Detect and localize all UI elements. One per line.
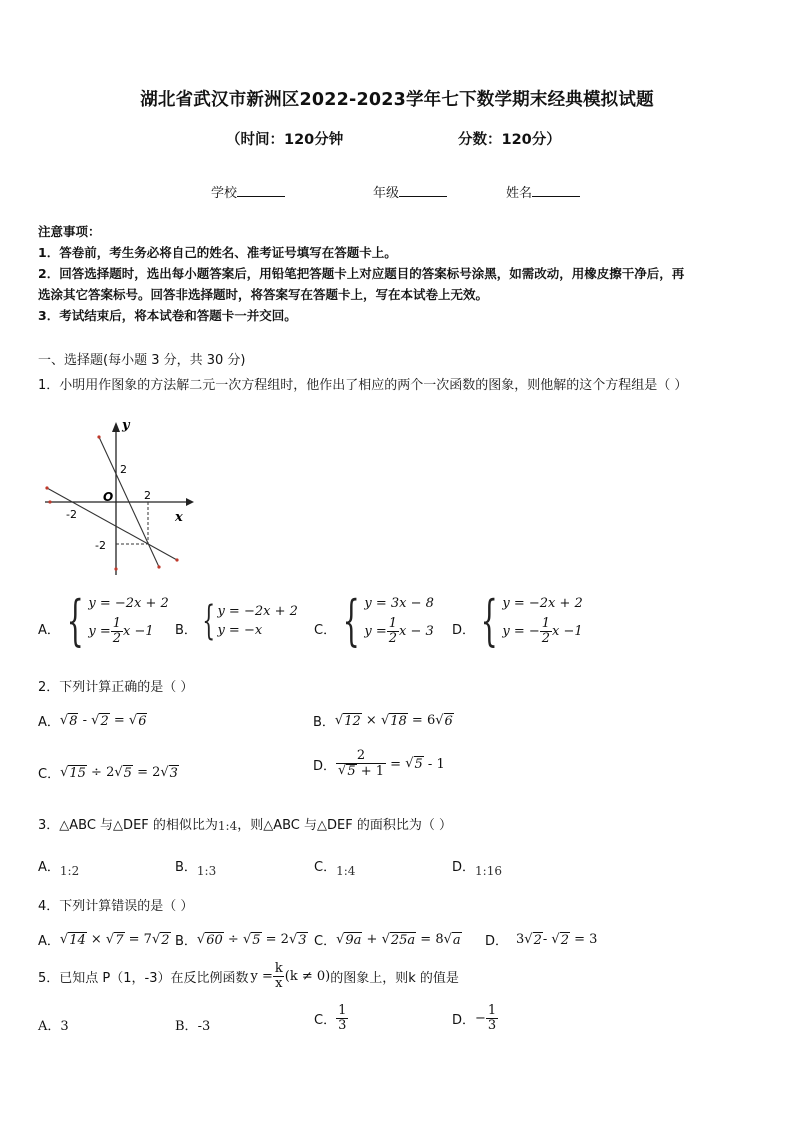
endpoint-dot [157, 565, 160, 568]
sqrt: √ 2 [91, 712, 109, 729]
option-d-system [472, 589, 583, 652]
option-a: A．3 [38, 1019, 69, 1034]
grade-field [373, 182, 447, 201]
equation: y = −2x + 2 [217, 604, 298, 619]
score-label: 分数：120分） [458, 132, 561, 148]
note-item: 2．回答选择题时，选出每小题答案后，用铅笔把答题卡上对应题目的答案标号涂黑，如需改动，用橡皮擦干净后，再 [38, 266, 685, 281]
grade-blank [399, 183, 447, 197]
sqrt: √ 8 [59, 712, 78, 729]
equation: y = − $\frac{1}{2}$ x −1 [502, 616, 583, 646]
option-c-system [334, 589, 434, 652]
origin-label: O [103, 490, 114, 504]
equation: y = $\frac{1}{2}$ x −1 [88, 616, 154, 646]
option-label: D． [313, 758, 337, 774]
question-2-text: 2．下列计算正确的是（ ） [38, 680, 194, 695]
endpoint-dot [114, 567, 117, 570]
equation: y = $\frac{1}{2}$ x − 3 [364, 616, 434, 646]
question-1-graph [40, 410, 200, 580]
option-a: A． √ 14 × √ 7 = 7 √ 2 [38, 931, 170, 949]
note-item: 选涂其它答案标号。回答非选择题时，将答案写在答题卡上，写在本试卷上无效。 [38, 287, 489, 302]
school-field [211, 182, 285, 201]
option-label: A． [38, 623, 60, 638]
option-label: B． [313, 715, 335, 730]
brace: { [342, 589, 360, 652]
note-item: 3．考试结束后，将本试卷和答题卡一并交回。 [38, 308, 297, 323]
sqrt: √ 5 [114, 764, 132, 781]
option-d: D． − $\frac{1}{3}$ [452, 1003, 497, 1033]
option-a: A． √ 8 - √ 2 = √ 6 [38, 712, 147, 730]
option-label: D． [452, 623, 476, 638]
tick-label-xm2: -2 [66, 508, 77, 521]
option-b: B．1:3 [175, 860, 217, 878]
endpoint-dot [48, 500, 51, 503]
note-item: 1．答卷前，考生务必将自己的姓名、准考证号填写在答题卡上。 [38, 245, 397, 260]
option-label: C． [38, 767, 61, 782]
name-field [506, 182, 580, 201]
tick-label-ym2: -2 [95, 539, 106, 552]
sqrt: √ 18 [380, 712, 407, 729]
question-1-text: 1．小明用作图象的方法解二元一次方程组时，他作出了相应的两个一次函数的图象，则他解的这个方程组是（ ） [38, 378, 688, 393]
section-heading: 一、选择题(每小题 3 分，共 30 分) [38, 353, 246, 368]
option-label: C． [314, 623, 337, 638]
equation: y = −2x + 2 [502, 596, 583, 611]
option-c: C． √ 15 ÷ 2 √ 5 = 2 √ 3 [38, 764, 178, 782]
fraction: 2 √ 5 + 1 [338, 748, 385, 779]
grade-label: 年级 [373, 186, 400, 201]
tick-label-x2: 2 [144, 489, 151, 502]
option-d: D．1:16 [452, 860, 502, 878]
time-label: （时间：120分钟 [226, 132, 344, 148]
option-d: D． 2 √ 5 + 1 = √ 5 - 1 [313, 748, 445, 779]
question-4-text: 4．下列计算错误的是（ ） [38, 899, 194, 914]
option-c: C．1:4 [314, 860, 356, 878]
notes-heading: 注意事项： [38, 224, 101, 239]
endpoint-dot [175, 558, 178, 561]
equation: y = −2x + 2 [88, 596, 169, 611]
sqrt: √ 12 [334, 712, 361, 729]
y-axis-label: y [122, 418, 130, 433]
sqrt: √ 6 [435, 712, 453, 729]
option-b: B． √ 12 × √ 18 = 6 √ 6 [313, 712, 453, 730]
school-label: 学校 [211, 186, 238, 201]
option-b-system [196, 598, 298, 644]
sqrt: √ 5 [405, 756, 423, 772]
option-b: B． √ 60 ÷ √ 5 = 2 √ 3 [175, 931, 307, 949]
x-axis-label: x [175, 510, 183, 525]
endpoint-dot [97, 435, 100, 438]
sqrt: √ 15 [60, 764, 86, 781]
name-blank [532, 183, 580, 197]
option-b: B．-3 [175, 1019, 211, 1034]
sqrt: √ 3 [160, 764, 178, 781]
question-3-text: 3．△ABC 与△DEF 的相似比为 1:4 ，则△ABC 与△DEF 的面积比为（ ） [38, 818, 452, 833]
brace: { [202, 598, 216, 644]
tick-label-y2: 2 [120, 463, 127, 476]
option-a: A．1:2 [38, 860, 80, 878]
brace: { [66, 589, 84, 652]
equation: y = 3x − 8 [364, 596, 434, 611]
brace: { [480, 589, 498, 652]
question-5-text: 5．已知点 P（1，-3）在反比例函数 y = $\frac{k}{x}$ (k ≠ 0) 的图象上，则k 的值是 [38, 961, 459, 991]
y-axis-arrow [112, 422, 120, 432]
option-c: C． √ 9a + √ 25a = 8 √ a [314, 931, 461, 949]
sqrt: √ 6 [128, 712, 147, 729]
option-label: A． [38, 715, 60, 730]
page-title: 湖北省武汉市新洲区2022-2023学年七下数学期末经典模拟试题 [140, 90, 654, 110]
equation: y = −x [217, 623, 263, 638]
option-c: C． $\frac{1}{3}$ [314, 1003, 347, 1033]
name-label: 姓名 [506, 186, 533, 201]
school-blank [237, 183, 285, 197]
x-axis-arrow [186, 498, 194, 506]
option-label: B． [175, 623, 197, 638]
option-d: D． 3 √ 2 - √ 2 = 3 [485, 931, 598, 949]
option-a-system [58, 589, 169, 652]
endpoint-dot [45, 486, 48, 489]
